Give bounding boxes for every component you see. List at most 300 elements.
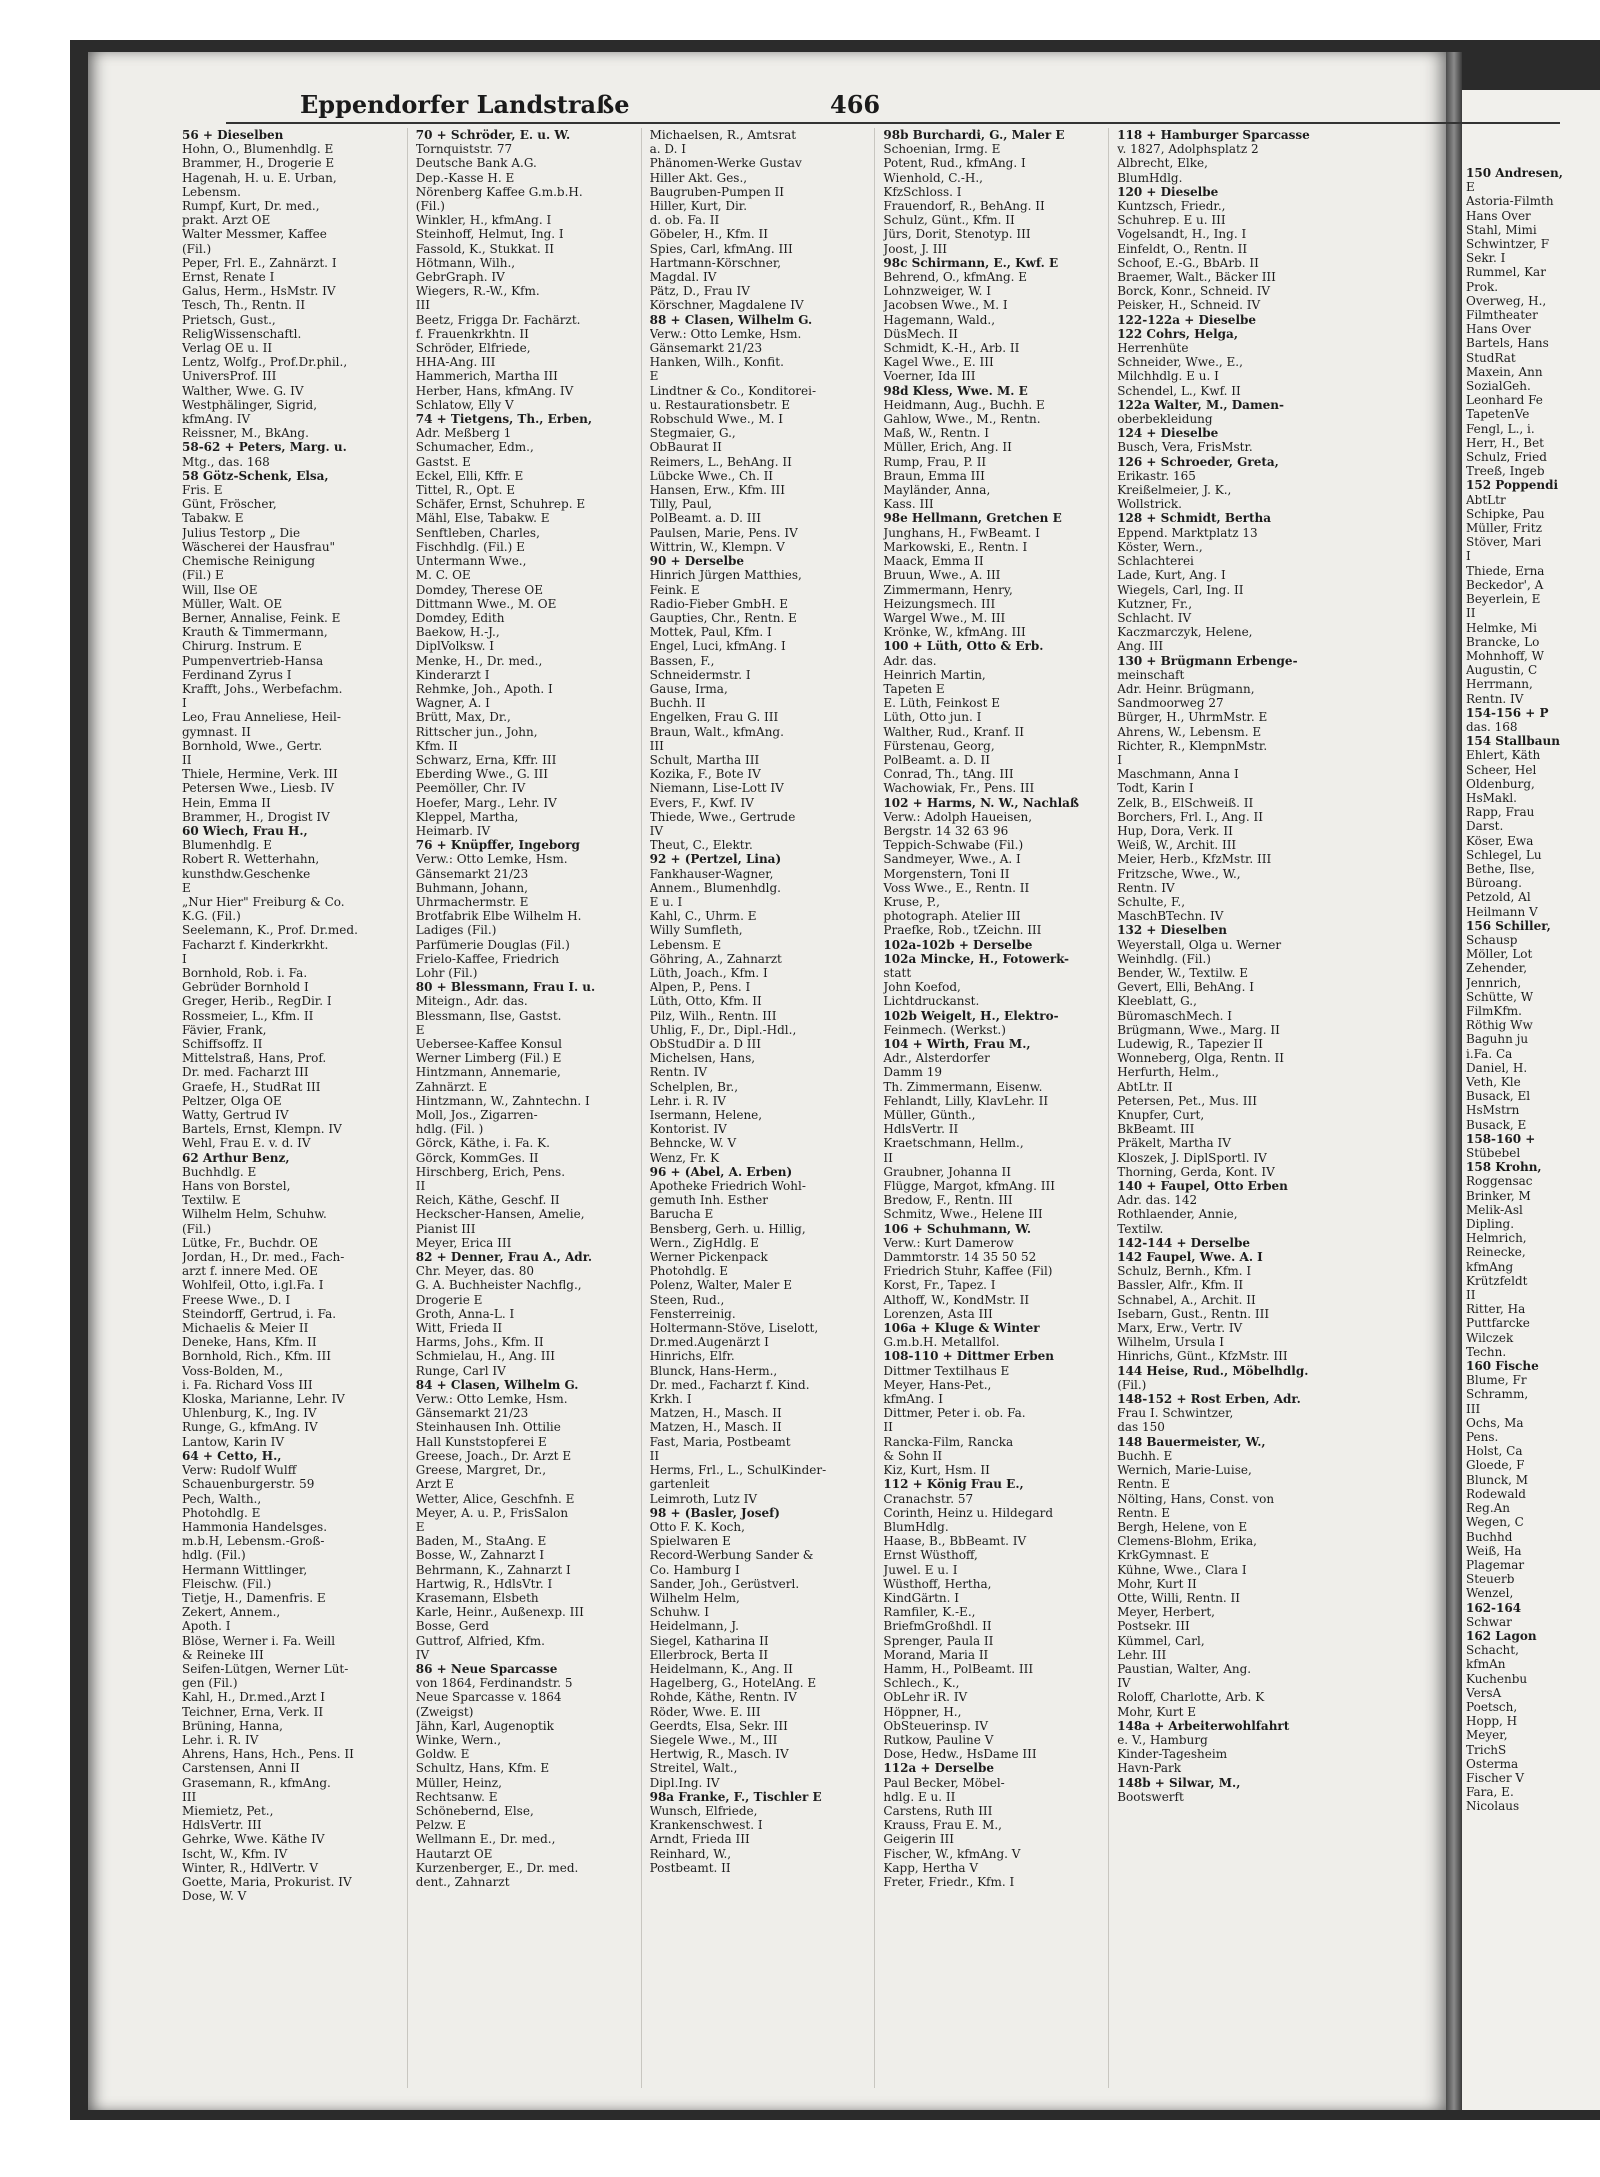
directory-entry: Schmidt, K.-H., Arb. II	[883, 341, 1020, 356]
directory-entry: kfmAng	[1466, 1259, 1514, 1274]
directory-entry: kunsthdw.Geschenke	[182, 866, 311, 881]
directory-entry: Barucha E	[649, 1207, 714, 1222]
directory-entry: Schäfer, Ernst, Schuhrep. E	[415, 497, 586, 512]
directory-entry: Herrmann,	[1466, 677, 1533, 692]
directory-entry: Siegele Wwe., M., III	[649, 1732, 778, 1747]
directory-entry: Lindtner & Co., Konditorei-	[649, 383, 817, 398]
directory-entry: Herber, Hans, kfmAng. IV	[415, 383, 574, 398]
directory-entry: 76 + Knüpffer, Ingeborg	[415, 838, 580, 853]
directory-entry: Rechtsanw. E	[415, 1789, 498, 1804]
directory-entry: Kahl, H., Dr.med.,Arzt I	[182, 1690, 325, 1705]
directory-entry: Todt, Karin I	[1117, 781, 1194, 796]
directory-entry: Witt, Frieda II	[415, 1321, 503, 1336]
directory-entry: Kahl, C., Uhrm. E	[649, 909, 757, 924]
directory-entry: Rodewald	[1466, 1486, 1526, 1501]
directory-entry: Isebarn, Gust., Rentn. III	[1117, 1306, 1270, 1321]
directory-entry: Rohde, Käthe, Rentn. IV	[649, 1690, 797, 1705]
directory-entry: Helmrich,	[1466, 1231, 1527, 1246]
directory-entry: Michaelis & Meier II	[182, 1321, 309, 1336]
directory-entry: Magdal. IV	[649, 270, 717, 285]
directory-entry: 154-156 + P	[1466, 705, 1549, 720]
directory-entry: Wegen, C	[1466, 1515, 1524, 1530]
directory-entry: Lehr. III	[1117, 1647, 1167, 1662]
directory-entry: Milchhdlg. E u. I	[1117, 369, 1219, 384]
directory-entry: Braemer, Walt., Bäcker III	[1117, 270, 1276, 285]
directory-entry: Ludewig, R., Tapezier II	[1117, 1037, 1263, 1051]
directory-entry: IV	[1117, 1676, 1131, 1691]
directory-entry: Schneidermstr. I	[649, 667, 751, 682]
directory-entry: Pätz, D., Frau IV	[649, 284, 750, 299]
directory-entry: Steinhausen Inh. Ottilie	[415, 1420, 561, 1435]
directory-entry: Prok.	[1466, 279, 1499, 294]
directory-entry: Schulz, Günt., Kfm. II	[883, 213, 1015, 228]
directory-entry: Steindorff, Gertrud, i. Fa.	[182, 1306, 337, 1321]
directory-entry: Hammonia Handelsges.	[182, 1519, 328, 1534]
directory-entry: Galus, Herm., HsMstr. IV	[182, 284, 336, 299]
directory-entry: Einfeldt, O., Rentn. II	[1117, 241, 1248, 256]
directory-entry: e. V., Hamburg	[1117, 1732, 1208, 1747]
directory-entry: Voerner, Ida III	[883, 369, 976, 384]
directory-entry: Schoof, E.-G., BbArb. II	[1117, 255, 1259, 270]
directory-entry: Polenz, Walter, Maler E	[649, 1278, 792, 1293]
directory-entry: Baguhn ju	[1466, 1032, 1529, 1047]
directory-entry: Hoefer, Marg., Lehr. IV	[415, 795, 557, 810]
directory-entry: Arzt E	[415, 1477, 454, 1492]
directory-entry: Gänsemarkt 21/23	[415, 1406, 529, 1421]
directory-entry: Heidmann, Aug., Buchh. E	[883, 397, 1045, 412]
directory-entry: Lentz, Wolfg., Prof.Dr.phil.,	[182, 355, 348, 370]
directory-entry: Gebrüder Bornhold I	[182, 980, 309, 995]
directory-entry: Chemische Reinigung	[182, 554, 316, 569]
directory-entry: von 1864, Ferdinandstr. 5	[415, 1676, 573, 1691]
directory-entry: Osterma	[1466, 1756, 1519, 1771]
directory-entry: Hamm, H., PolBeamt. III	[883, 1661, 1034, 1676]
directory-entry: Phänomen-Werke Gustav	[649, 156, 802, 171]
directory-entry: Kapp, Hertha V	[883, 1860, 978, 1875]
directory-entry: Schumacher, Edm.,	[415, 440, 534, 455]
directory-entry: Heckscher-Hansen, Amelie,	[415, 1207, 585, 1222]
directory-entry: Gloede, F	[1466, 1458, 1525, 1473]
directory-entry: Bassler, Alfr., Kfm. II	[1117, 1278, 1244, 1293]
directory-entry: Bosse, Gerd	[415, 1619, 489, 1634]
directory-entry: Voss Wwe., E., Rentn. II	[883, 880, 1030, 895]
directory-entry: Schramm,	[1466, 1387, 1529, 1402]
directory-entry: Seelemann, K., Prof. Dr.med.	[182, 923, 358, 938]
directory-entry: AbtLtr. II	[1117, 1079, 1173, 1094]
directory-entry: Dose, W. V	[182, 1889, 247, 1904]
directory-entry: Baugruben-Pumpen II	[649, 184, 784, 199]
directory-entry: Rentn. IV	[649, 1065, 708, 1080]
directory-entry: Joost, J. III	[883, 241, 947, 256]
directory-entry: Morgenstern, Toni II	[883, 866, 1010, 881]
directory-entry: Krkh. I	[649, 1392, 692, 1407]
directory-entry: Hinrichs, Elfr.	[649, 1349, 735, 1364]
directory-entry: Hiller Akt. Ges.,	[649, 170, 748, 185]
directory-entry: Parfümerie Douglas (Fil.)	[415, 937, 570, 952]
directory-entry: Maack, Emma II	[883, 554, 984, 569]
directory-entry: Alpen, P., Pens. I	[649, 980, 751, 995]
directory-entry: 118 + Hamburger Sparcasse	[1117, 128, 1310, 142]
directory-entry: f. Frauenkrkhtn. II	[415, 326, 529, 341]
directory-entry: Rapp, Frau	[1466, 805, 1535, 820]
directory-entry: Plagemar	[1466, 1557, 1525, 1572]
directory-entry: Stegmaier, G.,	[649, 426, 736, 441]
directory-entry: kfmAn	[1466, 1657, 1506, 1672]
directory-entry: Nörenberg Kaffee G.m.b.H.	[415, 184, 583, 199]
directory-entry: Fritzsche, Wwe., W.,	[1117, 866, 1241, 881]
directory-entry: Leo, Frau Anneliese, Heil-	[182, 710, 341, 725]
directory-entry: Weinhdlg. (Fil.)	[1117, 951, 1211, 966]
directory-entry: Bredow, F., Rentn. III	[883, 1193, 1013, 1208]
directory-entry: Wilhelm, Ursula I	[1117, 1335, 1224, 1350]
directory-entry: Jennrich,	[1466, 975, 1522, 990]
directory-entry: Kfm. II	[415, 738, 458, 753]
directory-entry: Paulsen, Marie, Pens. IV	[649, 525, 798, 540]
directory-entry: III	[1466, 1401, 1481, 1416]
adjacent-page-text	[1466, 166, 1600, 2106]
directory-entry: Kutzner, Fr.,	[1117, 596, 1193, 611]
directory-entry: (Fil.)	[415, 199, 445, 214]
directory-entry: Thorning, Gerda, Kont. IV	[1117, 1164, 1275, 1179]
directory-entry: m.b.H, Lebensm.-Groß-	[182, 1534, 325, 1549]
directory-entry: Busack, El	[1466, 1089, 1531, 1104]
directory-entry: Dammtorstr. 14 35 50 52	[883, 1250, 1037, 1265]
directory-entry: Rentn. IV	[1117, 880, 1175, 895]
directory-entry: Blume, Fr	[1466, 1373, 1527, 1388]
directory-entry: Hagenah, H. u. E. Urban,	[182, 170, 337, 185]
directory-entry: Deneke, Hans, Kfm. II	[182, 1335, 317, 1350]
directory-entry: Blumenhdlg. E	[182, 838, 272, 853]
directory-entry: Verw.: Adolph Haueisen,	[883, 809, 1033, 824]
directory-entry: Ehlert, Käth	[1466, 748, 1541, 763]
directory-entry: 126 + Schroeder, Greta,	[1117, 454, 1279, 469]
directory-entry: 58-62 + Peters, Marg. u.	[182, 440, 347, 455]
directory-entry: ObBaurat II	[649, 440, 722, 455]
directory-entry: HsMstrn	[1466, 1103, 1520, 1118]
directory-entry: Schlatow, Elly V	[415, 397, 514, 412]
directory-entry: Fast, Maria, Postbeamt	[649, 1434, 791, 1449]
directory-entry: Müller, Günth.,	[883, 1108, 976, 1123]
directory-entry: Blöse, Werner i. Fa. Weill	[182, 1633, 336, 1648]
directory-entry: 64 + Cetto, H.,	[182, 1448, 282, 1463]
directory-entry: Rutkow, Pauline V	[883, 1732, 994, 1747]
directory-entry: Steuerb	[1466, 1572, 1515, 1587]
directory-entry: E	[1466, 180, 1475, 195]
directory-entry: Präkelt, Martha IV	[1117, 1136, 1231, 1151]
directory-entry: Otte, Willi, Rentn. II	[1117, 1590, 1241, 1605]
directory-entry: Dose, Hedw., HsDame III	[883, 1747, 1037, 1762]
directory-entry: Schiffsoffz. II	[182, 1037, 263, 1051]
directory-entry: 158 Krohn,	[1466, 1160, 1542, 1175]
directory-entry: Astoria-Filmth	[1466, 194, 1554, 209]
directory-entry: 142 Faupel, Wwe. A. I	[1117, 1250, 1263, 1265]
directory-entry: Ritter, Ha	[1466, 1302, 1526, 1317]
directory-entry: Holst, Ca	[1466, 1444, 1523, 1459]
directory-entry: Postsekr. III	[1117, 1619, 1190, 1634]
directory-entry: hdlg. (Fil. )	[415, 1122, 484, 1137]
directory-entry: Görck, Käthe, i. Fa. K.	[415, 1136, 550, 1151]
directory-entry: 98a Franke, F., Tischler E	[649, 1789, 822, 1804]
directory-entry: Chirurg. Instrum. E	[182, 639, 302, 654]
directory-entry: kfmAng. IV	[182, 412, 251, 427]
directory-entry: 70 + Schröder, E. u. W.	[415, 128, 571, 142]
directory-entry: Rentn. E	[1117, 1505, 1170, 1520]
directory-entry: Müller, Walt. OE	[182, 596, 283, 611]
directory-entry: Reimers, L., BehAng. II	[649, 454, 792, 469]
directory-entry: (Fil.)	[182, 1221, 212, 1236]
directory-entry: 74 + Tietgens, Th., Erben,	[415, 412, 593, 427]
directory-entry: Röder, Wwe. E. III	[649, 1704, 761, 1719]
directory-entry: Kraetschmann, Hellm.,	[883, 1136, 1024, 1151]
directory-entry: statt	[883, 965, 912, 980]
directory-entry: 100 + Lüth, Otto & Erb.	[883, 639, 1044, 654]
directory-entry: Möller, Lot	[1466, 947, 1533, 962]
directory-entry: Corinth, Heinz u. Hildegard	[883, 1505, 1054, 1520]
directory-entry: dent., Zahnarzt	[415, 1874, 510, 1889]
directory-entry: Fischer V	[1466, 1770, 1525, 1785]
directory-entry: Fris. E	[182, 483, 223, 498]
directory-entry: Pens.	[1466, 1430, 1499, 1445]
directory-entry: Verw.: Otto Lemke, Hsm.	[415, 852, 568, 867]
directory-entry: 112a + Derselbe	[883, 1761, 994, 1776]
directory-entry: Robert R. Wetterhahn,	[182, 852, 320, 867]
directory-entry: Weyerstall, Olga u. Werner	[1117, 937, 1282, 952]
directory-entry: Rancka-Film, Rancka	[883, 1434, 1014, 1449]
directory-entry: 148a + Arbeiterwohlfahrt	[1117, 1718, 1290, 1733]
directory-entry: Verw.: Otto Lemke, Hsm.	[649, 326, 802, 341]
directory-entry: PolBeamt. a. D. II	[883, 752, 991, 767]
directory-entry: Hintzmann, W., Zahntechn. I	[415, 1093, 590, 1108]
directory-entry: 122a Walter, M., Damen-	[1117, 397, 1284, 412]
directory-entry: 86 + Neue Sparcasse	[415, 1661, 558, 1676]
directory-entry: Michaelsen, R., Amtsrat	[649, 128, 797, 142]
directory-entry: Hinrichs, Günt., KfzMstr. III	[1117, 1349, 1288, 1364]
directory-entry: Zahnärzt. E	[415, 1079, 488, 1094]
directory-entry: Textilw. E	[182, 1193, 241, 1208]
directory-entry: Lehr. i. R. IV	[182, 1732, 259, 1747]
directory-entry: Krasemann, Elsbeth	[415, 1590, 539, 1605]
directory-entry: Hinrich Jürgen Matthies,	[649, 568, 802, 583]
directory-entry: Frauendorf, R., BehAng. II	[883, 199, 1045, 214]
directory-entry: Verw.: Kurt Damerow	[883, 1235, 1014, 1250]
directory-entry: Beetz, Frigga Dr. Fachärzt.	[415, 312, 581, 327]
directory-entry: StudRat	[1466, 350, 1516, 365]
directory-entry: Ellerbrock, Berta II	[649, 1647, 769, 1662]
directory-entry: 120 + Dieselbe	[1117, 184, 1219, 199]
directory-entry: 102a Mincke, H., Fotowerk-	[883, 951, 1069, 966]
directory-entry: Maß, W., Rentn. I	[883, 426, 989, 441]
directory-entry: Köser, Ewa	[1466, 833, 1534, 848]
directory-entry: Kleeblatt, G.,	[1117, 994, 1197, 1009]
directory-entry: Dr. med. Facharzt III	[182, 1065, 309, 1080]
directory-entry: Paul Becker, Möbel-	[883, 1775, 1005, 1790]
directory-entry: 60 Wiech, Frau H.,	[182, 823, 308, 838]
directory-entry: Hammerich, Martha III	[415, 369, 558, 384]
directory-entry: Kuchenbu	[1466, 1671, 1528, 1686]
directory-entry: Gahlow, Wwe., M., Rentn.	[883, 412, 1041, 427]
directory-entry: Senftleben, Charles,	[415, 525, 540, 540]
directory-entry: Holtermann-Stöve, Liselott,	[649, 1321, 819, 1336]
directory-entry: Herms, Frl., L., SchulKinder-	[649, 1463, 827, 1478]
directory-entry: Hautarzt OE	[415, 1846, 493, 1861]
directory-entry: Geerdts, Elsa, Sekr. III	[649, 1718, 788, 1733]
directory-entry: Jürs, Dorit, Stenotyp. III	[883, 227, 1031, 242]
directory-entry: Schuhrep. E u. III	[1117, 213, 1226, 228]
directory-entry: Wilhelm Helm, Schuhw.	[182, 1207, 327, 1222]
directory-entry: ReligWissenschaftl.	[182, 326, 302, 341]
directory-entry: Gevert, Elli, BehAng. I	[1117, 980, 1254, 995]
directory-entry: Buhmann, Johann,	[415, 880, 528, 895]
directory-entry: Ahrens, Hans, Hch., Pens. II	[182, 1747, 354, 1762]
directory-entry: hdlg. (Fil.)	[182, 1548, 246, 1563]
directory-entry: Schulz, Bernh., Kfm. I	[1117, 1264, 1252, 1279]
directory-entry: Ernst, Renate I	[182, 270, 275, 285]
directory-entry: Reissner, M., BkAng.	[182, 426, 309, 441]
directory-entry: Maschmann, Anna I	[1117, 767, 1239, 782]
directory-entry: Behrmann, K., Zahnarzt I	[415, 1562, 571, 1577]
directory-entry: Wollstrick.	[1117, 497, 1182, 512]
directory-entry: Rehmke, Joh., Apoth. I	[415, 681, 553, 696]
directory-entry: Roloff, Charlotte, Arb. K	[1117, 1690, 1265, 1705]
directory-entry: Bergh, Helene, von E	[1117, 1519, 1248, 1534]
directory-entry: TrichS	[1466, 1742, 1507, 1757]
directory-entry: Hans Over	[1466, 322, 1531, 337]
directory-entry: Kaczmarczyk, Helene,	[1117, 625, 1253, 640]
directory-entry: Herfurth, Helm.,	[1117, 1065, 1219, 1080]
directory-entry: 148b + Silwar, M.,	[1117, 1775, 1241, 1790]
directory-entry: gemuth Inh. Esther	[649, 1193, 768, 1208]
directory-entry: 142-144 + Derselbe	[1117, 1235, 1251, 1250]
directory-entry: Hans von Borstel,	[182, 1179, 291, 1194]
directory-entry: Winke, Wern.,	[415, 1732, 502, 1747]
directory-entry: 162-164	[1466, 1600, 1522, 1615]
directory-entry: BüromaschMech. I	[1117, 1008, 1233, 1023]
directory-entry: M. C. OE	[415, 568, 471, 583]
directory-entry: Stübebel	[1466, 1146, 1521, 1161]
directory-entry: Meyer,	[1466, 1728, 1508, 1743]
directory-entry: Hertwig, R., Masch. IV	[649, 1747, 789, 1762]
directory-entry: Peemöller, Chr. IV	[415, 781, 526, 796]
directory-entry: Seifen-Lütgen, Werner Lüt-	[182, 1661, 349, 1676]
directory-entry: Gänsemarkt 21/23	[649, 341, 763, 356]
directory-entry: Stöver, Mari	[1466, 535, 1542, 550]
directory-entry: Kruse, P.,	[883, 894, 940, 909]
directory-entry: Rossmeier, L., Kfm. II	[182, 1008, 314, 1023]
directory-entry: Heilmann V	[1466, 904, 1538, 919]
directory-entry: Freter, Friedr., Kfm. I	[883, 1874, 1015, 1889]
directory-entry: Wohlfeil, Otto, i.gl.Fa. I	[182, 1278, 324, 1293]
directory-entry: Wernich, Marie-Luise,	[1117, 1463, 1252, 1478]
directory-entry: Techn.	[1466, 1344, 1507, 1359]
directory-entry: Harms, Johs., Kfm. II	[415, 1335, 544, 1350]
directory-entry: Ochs, Ma	[1466, 1415, 1524, 1430]
directory-entry: Nölting, Hans, Const. von	[1117, 1491, 1275, 1506]
directory-entry: 122-122a + Dieselbe	[1117, 312, 1257, 327]
directory-entry: Bergstr. 14 32 63 96	[883, 823, 1009, 838]
directory-entry: Postbeamt. II	[649, 1860, 731, 1875]
directory-entry: Friedrich Stuhr, Kaffee (Fil)	[883, 1264, 1053, 1279]
directory-entry: Mohnhoff, W	[1466, 648, 1544, 663]
directory-entry: Borck, Konr., Schneid. IV	[1117, 284, 1271, 299]
column-3	[650, 128, 876, 2088]
directory-entry: Jähn, Karl, Augenoptik	[415, 1718, 554, 1733]
directory-entry: Wargel Wwe., M. III	[883, 610, 1006, 625]
directory-entry: Ferdinand Zyrus I	[182, 667, 292, 682]
directory-entry: Neue Sparcasse v. 1864	[415, 1690, 562, 1705]
directory-entry: Zekert, Annem.,	[182, 1605, 281, 1620]
directory-entry: Schlachterei	[1117, 554, 1194, 569]
directory-entry: Müller, Erich, Ang. II	[883, 440, 1012, 455]
directory-entry: Hansen, Erw., Kfm. III	[649, 483, 785, 498]
directory-entry: Uebersee-Kaffee Konsul	[415, 1037, 562, 1051]
directory-entry: II	[883, 1150, 893, 1165]
directory-entry: Augustin, C	[1466, 663, 1538, 678]
directory-entry: Leonhard Fe	[1466, 393, 1543, 408]
directory-entry: Krafft, Johs., Werbefachm.	[182, 681, 343, 696]
directory-entry: 84 + Clasen, Wilhelm G.	[415, 1377, 579, 1392]
directory-entry: Hohn, O., Blumenhdlg. E	[182, 142, 334, 157]
directory-entry: Record-Werbung Sander &	[649, 1548, 814, 1563]
directory-entry: Röthig Ww	[1466, 1018, 1533, 1033]
directory-entry: Schoenian, Irmg. E	[883, 142, 1001, 157]
directory-entry: Hopp, H	[1466, 1714, 1518, 1729]
directory-entry: prakt. Arzt OE	[182, 213, 271, 228]
directory-entry: MaschBTechn. IV	[1117, 909, 1224, 924]
directory-entry: Berner, Annalise, Feink. E	[182, 610, 341, 625]
directory-entry: Lebensm.	[182, 184, 241, 199]
directory-entry: & Reineke III	[182, 1647, 264, 1662]
directory-entry: Krauth & Timmermann,	[182, 625, 328, 640]
directory-entry: E	[415, 1022, 425, 1037]
directory-entry: d. ob. Fa. II	[649, 213, 720, 228]
directory-entry: Freese Wwe., D. I	[182, 1292, 291, 1307]
directory-entry: Melik-Asl	[1466, 1202, 1523, 1217]
directory-entry: Dittmer, Peter i. ob. Fa.	[883, 1406, 1026, 1421]
directory-entry: Runge, G., kfmAng. IV	[182, 1420, 318, 1435]
directory-entry: Wiegels, Carl, Ing. II	[1117, 582, 1244, 597]
directory-entry: 160 Fische	[1466, 1359, 1539, 1374]
directory-entry: Adr., Alsterdorfer	[883, 1051, 990, 1066]
directory-entry: Peisker, H., Schneid. IV	[1117, 298, 1261, 313]
directory-entry: 128 + Schmidt, Bertha	[1117, 511, 1272, 526]
directory-entry: Fensterreinig.	[649, 1306, 736, 1321]
directory-entry: Wenz, Fr. K	[649, 1150, 720, 1165]
directory-entry: II	[182, 752, 192, 767]
directory-entry: Göhring, A., Zahnarzt	[649, 951, 782, 966]
directory-entry: Mottek, Paul, Kfm. I	[649, 625, 772, 640]
directory-entry: Krankenschwest. I	[649, 1818, 763, 1833]
directory-entry: Brüning, Hanna,	[182, 1718, 283, 1733]
directory-entry: Weiß, W., Archit. III	[1117, 838, 1237, 853]
directory-entry: 144 Heise, Rud., Möbelhdlg.	[1117, 1363, 1309, 1378]
directory-entry: Lüth, Otto, Kfm. II	[649, 994, 762, 1009]
directory-entry: Wilhelm Helm,	[649, 1590, 740, 1605]
directory-entry: Zehender,	[1466, 961, 1528, 976]
directory-entry: Müller, Fritz	[1466, 521, 1542, 536]
directory-entry: Zimmermann, Henry,	[883, 582, 1013, 597]
directory-entry: v. 1827, Adolphsplatz 2	[1117, 142, 1259, 157]
directory-entry: Höppner, H.,	[883, 1704, 962, 1719]
directory-entry: 156 Schiller,	[1466, 918, 1551, 933]
directory-entry: Matzen, H., Masch. II	[649, 1420, 782, 1435]
directory-entry: Matzen, H., Masch. II	[649, 1406, 782, 1421]
directory-entry: Tietje, H., Damenfris. E	[182, 1590, 326, 1605]
directory-entry: Dipl.Ing. IV	[649, 1775, 720, 1790]
directory-entry: Engel, Luci, kfmAng. I	[649, 639, 786, 654]
directory-entry: Baekow, H.-J.,	[415, 625, 500, 640]
directory-entry: Goldw. E	[415, 1747, 470, 1762]
directory-entry: Kuntzsch, Friedr.,	[1117, 199, 1226, 214]
